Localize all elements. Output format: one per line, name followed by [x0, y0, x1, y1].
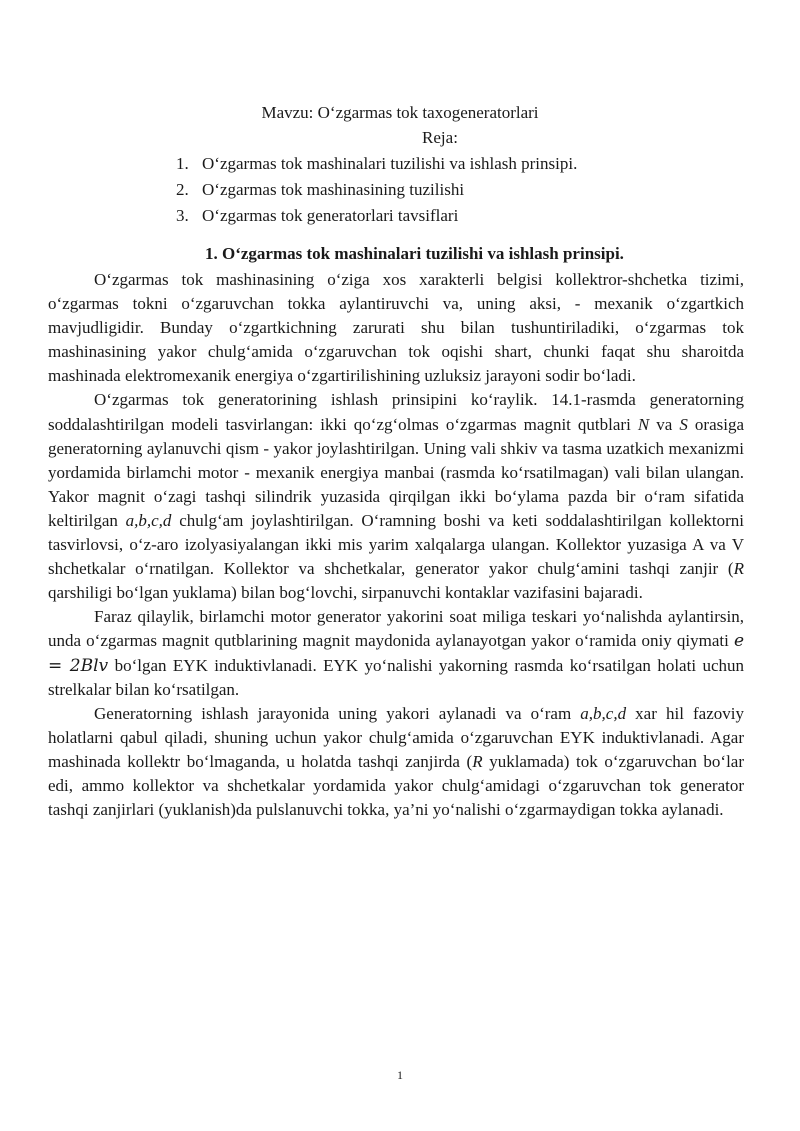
- plan-item-number: 2.: [176, 180, 189, 199]
- paragraph-2-text: orasiga generatorning aylanuvchi qism - yakor joylashtirilgan. Uning vali shkiv va tasma uzatkich mexanizmi yordamida birlamchi motor - mexanik energiya manbai (rasmda ko‘rsatilmagan) vali bilan ulangan. Yakor magnit o‘zagi tashqi silindrik yuzasida qirqilgan ikki bo‘ylama pazda bir o‘ram sifatida keltirilgan: [48, 414, 745, 530]
- paragraph-4-text: Generatorning ishlash jarayonida uning yakori aylanadi va o‘ram: [94, 703, 581, 723]
- topic-title-text: Mavzu: O‘zgarmas tok taxogeneratorlari: [261, 103, 539, 122]
- plan-item-text: O‘zgarmas tok generatorlari tavsiflari: [202, 206, 459, 225]
- body-text: [48, 268, 744, 822]
- plan-item-text: O‘zgarmas tok mashinalari tuzilishi va ishlash prinsipi.: [202, 154, 578, 173]
- paragraph-3-text: bo‘lgan EYK induktivlanadi. EYK yo‘nalishi yakorning rasmda ko‘rsatilgan holati uchun strelkalar bilan ko‘rsatilgan.: [48, 655, 745, 699]
- plan-item-text: O‘zgarmas tok mashinasining tuzilishi: [202, 180, 465, 199]
- plan-item: [176, 177, 577, 203]
- paragraph-2-text: va: [649, 414, 680, 434]
- plan-item-number: 1.: [176, 154, 189, 173]
- plan-item: [176, 203, 577, 229]
- paragraph-4-text: yuklamada) tok o‘zgaruvchan bo‘lar edi, ammo kollektor va shchetkalar yordamida yakor chulg‘amidagi o‘zgaruvchan tok generator tashqi zanjirlari (yuklanish)da pulslanuvchi tokka, ya’ni yo‘nalishi o‘zgarmaydigan tokka aylanadi.: [48, 751, 745, 820]
- section-heading: 1. O‘zgarmas tok mashinalari tuzilishi va ishlash prinsipi.: [205, 244, 624, 263]
- topic-title: [0, 102, 800, 124]
- paragraph-2-text: chulg‘am joylashtirilgan. O‘ramning boshi va keti soddalashtirilgan kollektorni tasvirlovsi, o‘z-aro izolyasiyalangan ikki mis yarim xalqalarga ulangan. Kollektor yuzasiga A va V shchetkalar o‘rnatilgan. Kollektor va shchetkalar, generator yakor chulg‘amini tashqi zanjir (: [48, 510, 744, 579]
- plan-title: [0, 127, 800, 149]
- resistance-r-symbol: R: [472, 751, 483, 771]
- paragraph-2-text: qarshiligi bo‘lgan yuklama) bilan bog‘lovchi, sirpanuvchi kontaklar vazifasini bajaradi.: [48, 583, 643, 603]
- paragraph-2: [48, 388, 744, 605]
- paragraph-3-text: Faraz qilaylik, birlamchi motor generator yakorini soat miliga teskari yo‘nalishda aylantirsin, unda o‘zgarmas magnit qutblarining magnit maydonida aylanayotgan yakor o‘ramida oniy qiymati: [48, 607, 744, 651]
- winding-abcd-symbol: a,b,c,d: [125, 510, 172, 530]
- paragraph-3: [48, 605, 744, 701]
- plan-item: [176, 151, 577, 177]
- emf-formula: e = 2Blv: [48, 631, 744, 676]
- winding-abcd-symbol: a,b,c,d: [580, 703, 627, 723]
- plan-title-text: Reja:: [422, 128, 458, 147]
- plan-list: [176, 151, 577, 229]
- paragraph-4-text: xar hil fazoviy holatlarni qabul qiladi, shuning uchun yakor chulg‘amida o‘zgaruvchan EYK induktivlanadi. Agar mashinada kollektr bo‘lmaganda, u holatda tashqi zanjirda (: [48, 703, 744, 771]
- paragraph-2-text: O‘zgarmas tok generatorining ishlash prinsipini ko‘raylik. 14.1-rasmda generatorning soddalashtirilgan modeli tasvirlangan: ikki qo‘zg‘olmas o‘zgarmas magnit qutblari: [48, 390, 744, 434]
- resistance-r-symbol: R: [733, 559, 744, 579]
- paragraph-4: [48, 702, 744, 822]
- paragraph-1: O‘zgarmas tok mashinasining o‘ziga xos xarakterli belgisi kollektror-shchetka tizimi, o‘zgarmas tokni o‘zgaruvchan tokka aylantiruvchi va, uning aksi, - mexanik o‘zgartkich mavjudligidir. Bunday o‘zgartkichning zarurati shu bilan tushuntiriladiki, o‘zgarmas tok mashinasining yakor chulg‘amida o‘zgaruvchan tok oqishi shart, chunki faqat shu sharoitda mashinada elektromexanik energiya o‘zgartirilishining uzluksiz jarayoni sodir bo‘ladi.: [48, 270, 744, 386]
- plan-item-number: 3.: [176, 206, 189, 225]
- pole-n-symbol: N: [637, 414, 650, 434]
- pole-s-symbol: S: [679, 414, 688, 434]
- page-number: 1: [397, 1068, 403, 1082]
